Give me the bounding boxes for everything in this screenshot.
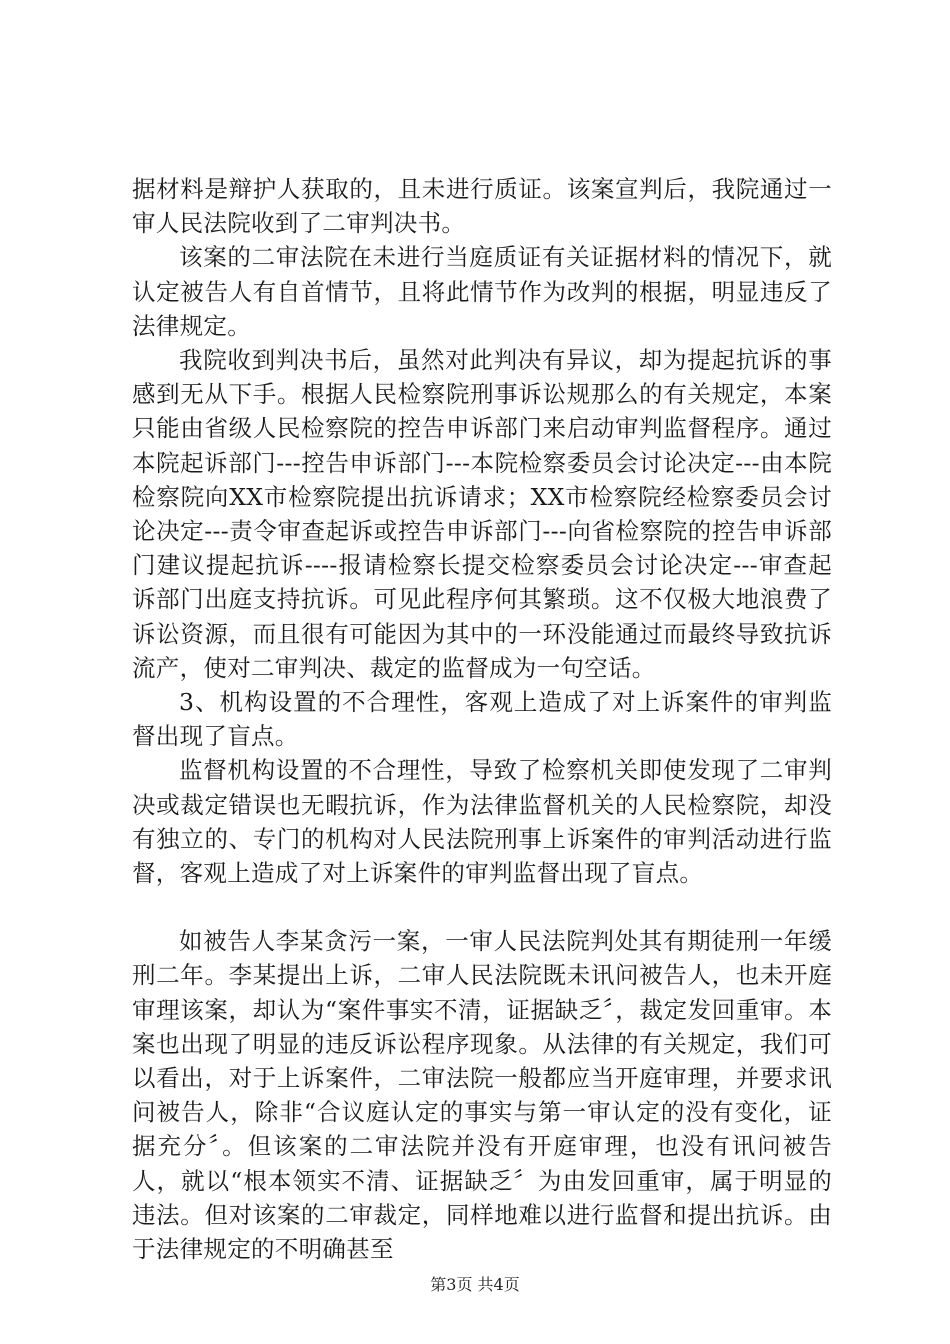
document-body: [132, 172, 832, 1266]
page-footer: 第3页 共4页: [430, 1275, 520, 1294]
paragraph-gap: [132, 890, 832, 924]
paragraph-second-instance-court: 该案的二审法院在未进行当庭质证有关证据材料的情况下，就认定被告人有自首情节，且将此情节作为改判的根据，明显违反了法律规定。: [132, 243, 832, 340]
paragraph-supervision-blind-spot: 监督机构设置的不合理性，导致了检察机关即使发现了二审判决或裁定错误也无暇抗诉，作为法律监督机关的人民检察院，却没有独立的、专门的机构对人民法院刑事上诉案件的审判活动进行监督，客观上造成了对上诉案件的审判监督出现了盲点。: [132, 756, 832, 888]
paragraph-case-example: 如被告人李某贪污一案，一审人民法院判处其有期徒刑一年缓刑二年。李某提出上诉，二审人民法院既未讯问被告人，也未开庭审理该案，却认为“案件事实不清，证据缺乏〞，裁定发回重审。本案也出现了明显的违反诉讼程序现象。从法律的有关规定，我们可以看出，对于上诉案件，二审法院一般都应当开庭审理，并要求讯问被告人，除非“合议庭认定的事实与第一审认定的没有变化，证据充分〞。但该案的二审法院并没有开庭审理，也没有讯问被告人，就以“根本领实不清、证据缺乏〞为由发回重审，属于明显的违法。但对该案的二审裁定，同样地难以进行监督和提出抗诉。由于法律规定的不明确甚至: [132, 927, 832, 1264]
paragraph-continuation: 据材料是辩护人获取的，且未进行质证。该案宣判后，我院通过一审人民法院收到了二审判决书。: [132, 175, 832, 238]
paragraph-section-3-heading: 3、机构设置的不合理性，客观上造成了对上诉案件的审判监督出现了盲点。: [132, 688, 832, 751]
paragraph-protest-procedure: 我院收到判决书后，虽然对此判决有异议，却为提起抗诉的事感到无从下手。根据人民检察院刑事诉讼规那么的有关规定，本案只能由省级人民检察院的控告申诉部门来启动审判监督程序。通过本院起诉部门---控告申诉部门---本院检察委员会讨论决定---由本院检察院向XX市检察院提出抗诉请求；XX市检察院经检察委员会讨论决定---责令审查起诉或控告申诉部门---向省检察院的控告申诉部门建议提起抗诉----报请检察长提交检察委员会讨论决定---审查起诉部门出庭支持抗诉。可见此程序何其繁琐。这不仅极大地浪费了诉讼资源，而且很有可能因为其中的一环没能通过而最终导致抗诉流产，使对二审判决、裁定的监督成为一句空话。: [132, 346, 832, 682]
